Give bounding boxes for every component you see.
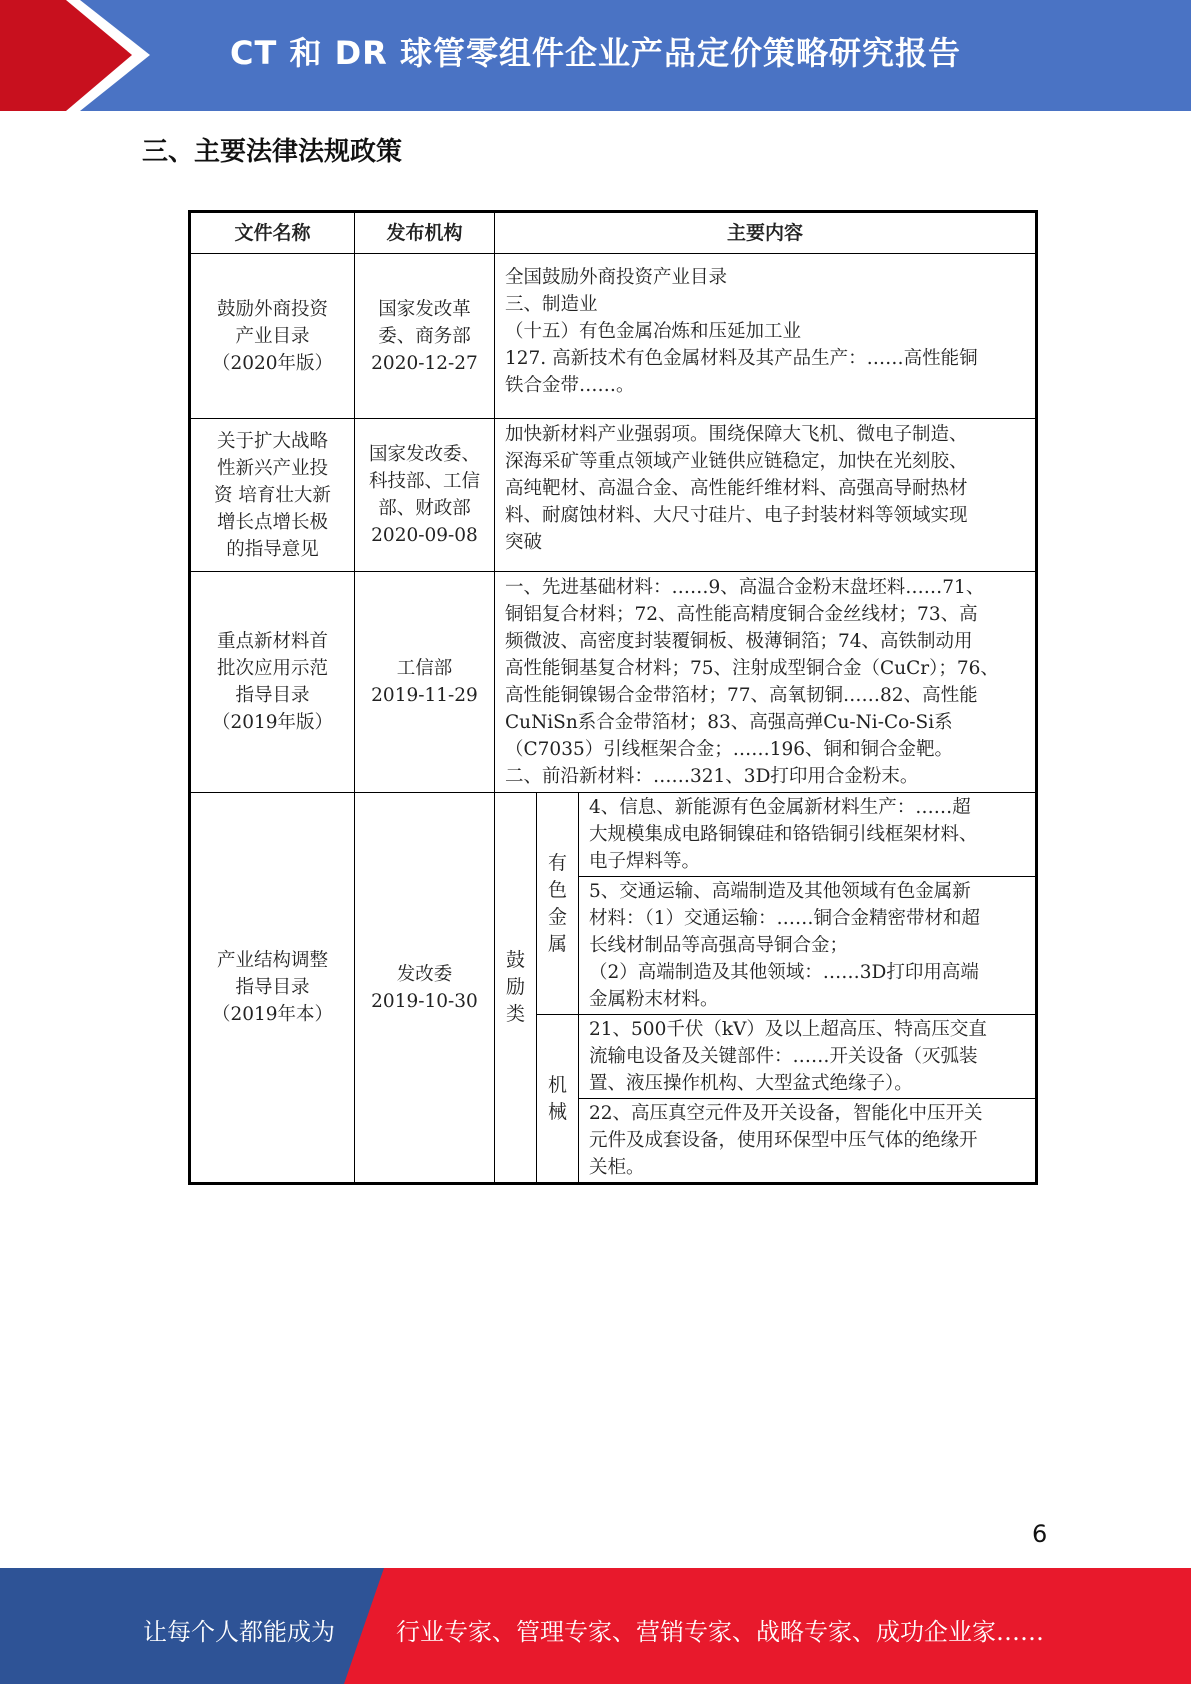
document-name-cell: [190, 793, 355, 1184]
issuer-line: 科技部、工信: [368, 471, 480, 492]
content-line: 金属粉末材料。: [589, 989, 719, 1010]
document-name-line: 鼓励外商投资: [216, 298, 328, 320]
header-document-name: 文件名称: [190, 212, 355, 254]
content-line: 突破: [505, 532, 543, 553]
header-main-content: 主要内容: [495, 212, 1037, 254]
content-line: （十五）有色金属冶炼和压延加工业: [505, 321, 802, 342]
footer-slogan-left: 让每个人都能成为: [143, 1618, 335, 1646]
table-row: [190, 419, 1037, 572]
header-banner: [0, 0, 1191, 111]
issuer-cell: [355, 254, 495, 419]
category-char: 鼓: [505, 949, 525, 971]
content-line: 二、前沿新材料：……321、3D打印用合金粉末。: [505, 766, 919, 787]
table-row: [190, 793, 1037, 877]
content-line: CuNiSn系合金带箔材；83、高强高弹Cu-Ni-Co-Si系: [505, 712, 953, 733]
content-line: 三、制造业: [505, 294, 598, 315]
content-line: 21、500千伏（kV）及以上超高压、特高压交直: [589, 1019, 987, 1040]
report-title: CT 和 DR 球管零组件企业产品定价策略研究报告: [230, 34, 961, 72]
group-char: 有: [547, 851, 567, 874]
group-nonferrous-cell: [537, 793, 579, 1015]
sub-item-cell: [579, 1015, 1037, 1099]
document-name-line: （2019年本）: [211, 1004, 334, 1025]
table-row: [190, 254, 1037, 419]
issuer-line: 国家发改委、: [368, 444, 480, 465]
document-name-line: 产业目录: [235, 325, 310, 347]
section-title: 三、主要法律法规政策: [142, 137, 403, 167]
table-header-row: [190, 212, 1037, 254]
footer-banner: [0, 1568, 1191, 1684]
document-name-line: 重点新材料首: [216, 631, 328, 652]
content-line: 深海采矿等重点领域产业链供应链稳定，加快在光刻胶、: [505, 451, 968, 472]
content-line: 材料：（1）交通运输：……铜合金精密带材和超: [589, 908, 981, 929]
document-name-line: 资 培育壮大新: [214, 484, 331, 506]
content-line: （2）高端制造及其他领域：……3D打印用高端: [589, 962, 979, 983]
content-line: 加快新材料产业强弱项。围绕保障大飞机、微电子制造、: [505, 424, 968, 445]
sub-item-cell: [579, 793, 1037, 877]
content-line: 高纯靶材、高温合金、高性能纤维材料、高强高导耐热材: [505, 478, 968, 499]
group-char: 金: [547, 905, 567, 928]
document-name-line: 批次应用示范: [216, 658, 328, 679]
issuer-cell: [355, 419, 495, 572]
issuer-cell: [355, 793, 495, 1184]
document-name-line: （2019年版）: [211, 712, 334, 733]
document-name-cell: [190, 419, 355, 572]
sub-item-cell: [579, 877, 1037, 1015]
document-name-cell: [190, 572, 355, 793]
document-name-line: 关于扩大战略: [216, 430, 328, 452]
content-line: 长线材制品等高强高导铜合金；: [589, 935, 849, 956]
document-name-line: 性新兴产业投: [216, 457, 328, 479]
group-char: 属: [547, 932, 567, 955]
issuer-date: 2020-12-27: [371, 352, 478, 374]
group-machinery-cell: [537, 1015, 579, 1184]
issuer-date: 2019-11-29: [371, 685, 478, 706]
content-line: 铜铝复合材料；72、高性能高精度铜合金丝线材；73、高: [505, 604, 978, 625]
sub-item-cell: [579, 1099, 1037, 1184]
category-char: 类: [505, 1003, 525, 1025]
group-char: 械: [547, 1100, 567, 1123]
content-line: 关柜。: [589, 1157, 645, 1178]
header-red-chevron: [0, 0, 160, 111]
issuer-date: 2019-10-30: [371, 990, 478, 1012]
document-name-line: 的指导意见: [226, 538, 319, 560]
content-line: 高性能铜镍锡合金带箔材；77、高氧韧铜……82、高性能: [505, 685, 978, 706]
document-name-line: （2020年版）: [211, 352, 334, 374]
content-line: 元件及成套设备，使用环保型中压气体的绝缘开: [589, 1130, 978, 1151]
document-name-line: 指导目录: [235, 977, 310, 998]
content-line: 料、耐腐蚀材料、大尺寸硅片、电子封装材料等领域实现: [505, 505, 968, 526]
table-row: [190, 572, 1037, 793]
content-line: 一、先进基础材料：……9、高温合金粉末盘坯料……71、: [505, 577, 985, 598]
issuer-line: 国家发改革: [378, 298, 471, 320]
content-line: 频微波、高密度封装覆铜板、极薄铜箔；74、高铁制动用: [505, 631, 973, 652]
content-line: 电子焊料等。: [589, 851, 701, 872]
content-line: 置、液压操作机构、大型盆式绝缘子）。: [589, 1073, 913, 1094]
document-name-cell: [190, 254, 355, 419]
content-cell: [495, 572, 1037, 793]
page-number: 6: [1032, 1520, 1048, 1548]
category-char: 励: [505, 976, 525, 998]
content-line: 高性能铜基复合材料；75、注射成型铜合金（CuCr）；76、: [505, 658, 999, 679]
content-cell: [495, 254, 1037, 419]
issuer-date: 2020-09-08: [371, 525, 478, 546]
group-char: 色: [547, 878, 567, 901]
issuer-line: 发改委: [396, 963, 453, 985]
content-line: 22、高压真空元件及开关设备，智能化中压开关: [589, 1103, 983, 1124]
content-line: （C7035）引线框架合金；……196、铜和铜合金靶。: [505, 739, 954, 760]
issuer-line: 委、商务部: [378, 325, 471, 347]
policy-table: [188, 210, 1038, 1185]
content-line: 4、信息、新能源有色金属新材料生产：……超: [589, 797, 971, 818]
content-line: 5、交通运输、高端制造及其他领域有色金属新: [589, 881, 971, 902]
content-line: 127. 高新技术有色金属材料及其产品生产：……高性能铜: [505, 348, 978, 369]
document-name-line: 指导目录: [235, 685, 310, 706]
document-name-line: 增长点增长极: [216, 511, 328, 533]
footer-slogan-right: 行业专家、管理专家、营销专家、战略专家、成功企业家……: [396, 1618, 1044, 1646]
content-line: 大规模集成电路铜镍硅和铬锆铜引线框架材料、: [589, 824, 978, 845]
issuer-line: 部、财政部: [378, 498, 471, 519]
content-line: 全国鼓励外商投资产业目录: [505, 267, 728, 288]
issuer-cell: [355, 572, 495, 793]
document-name-line: 产业结构调整: [216, 950, 328, 971]
content-cell: [495, 419, 1037, 572]
content-line: 流输电设备及关键部件：……开关设备（灭弧装: [589, 1046, 978, 1067]
issuer-line: 工信部: [396, 658, 453, 679]
category-encouraged-cell: [495, 793, 537, 1184]
group-char: 机: [547, 1073, 567, 1096]
header-issuer: 发布机构: [355, 212, 495, 254]
content-line: 铁合金带……。: [505, 375, 635, 396]
